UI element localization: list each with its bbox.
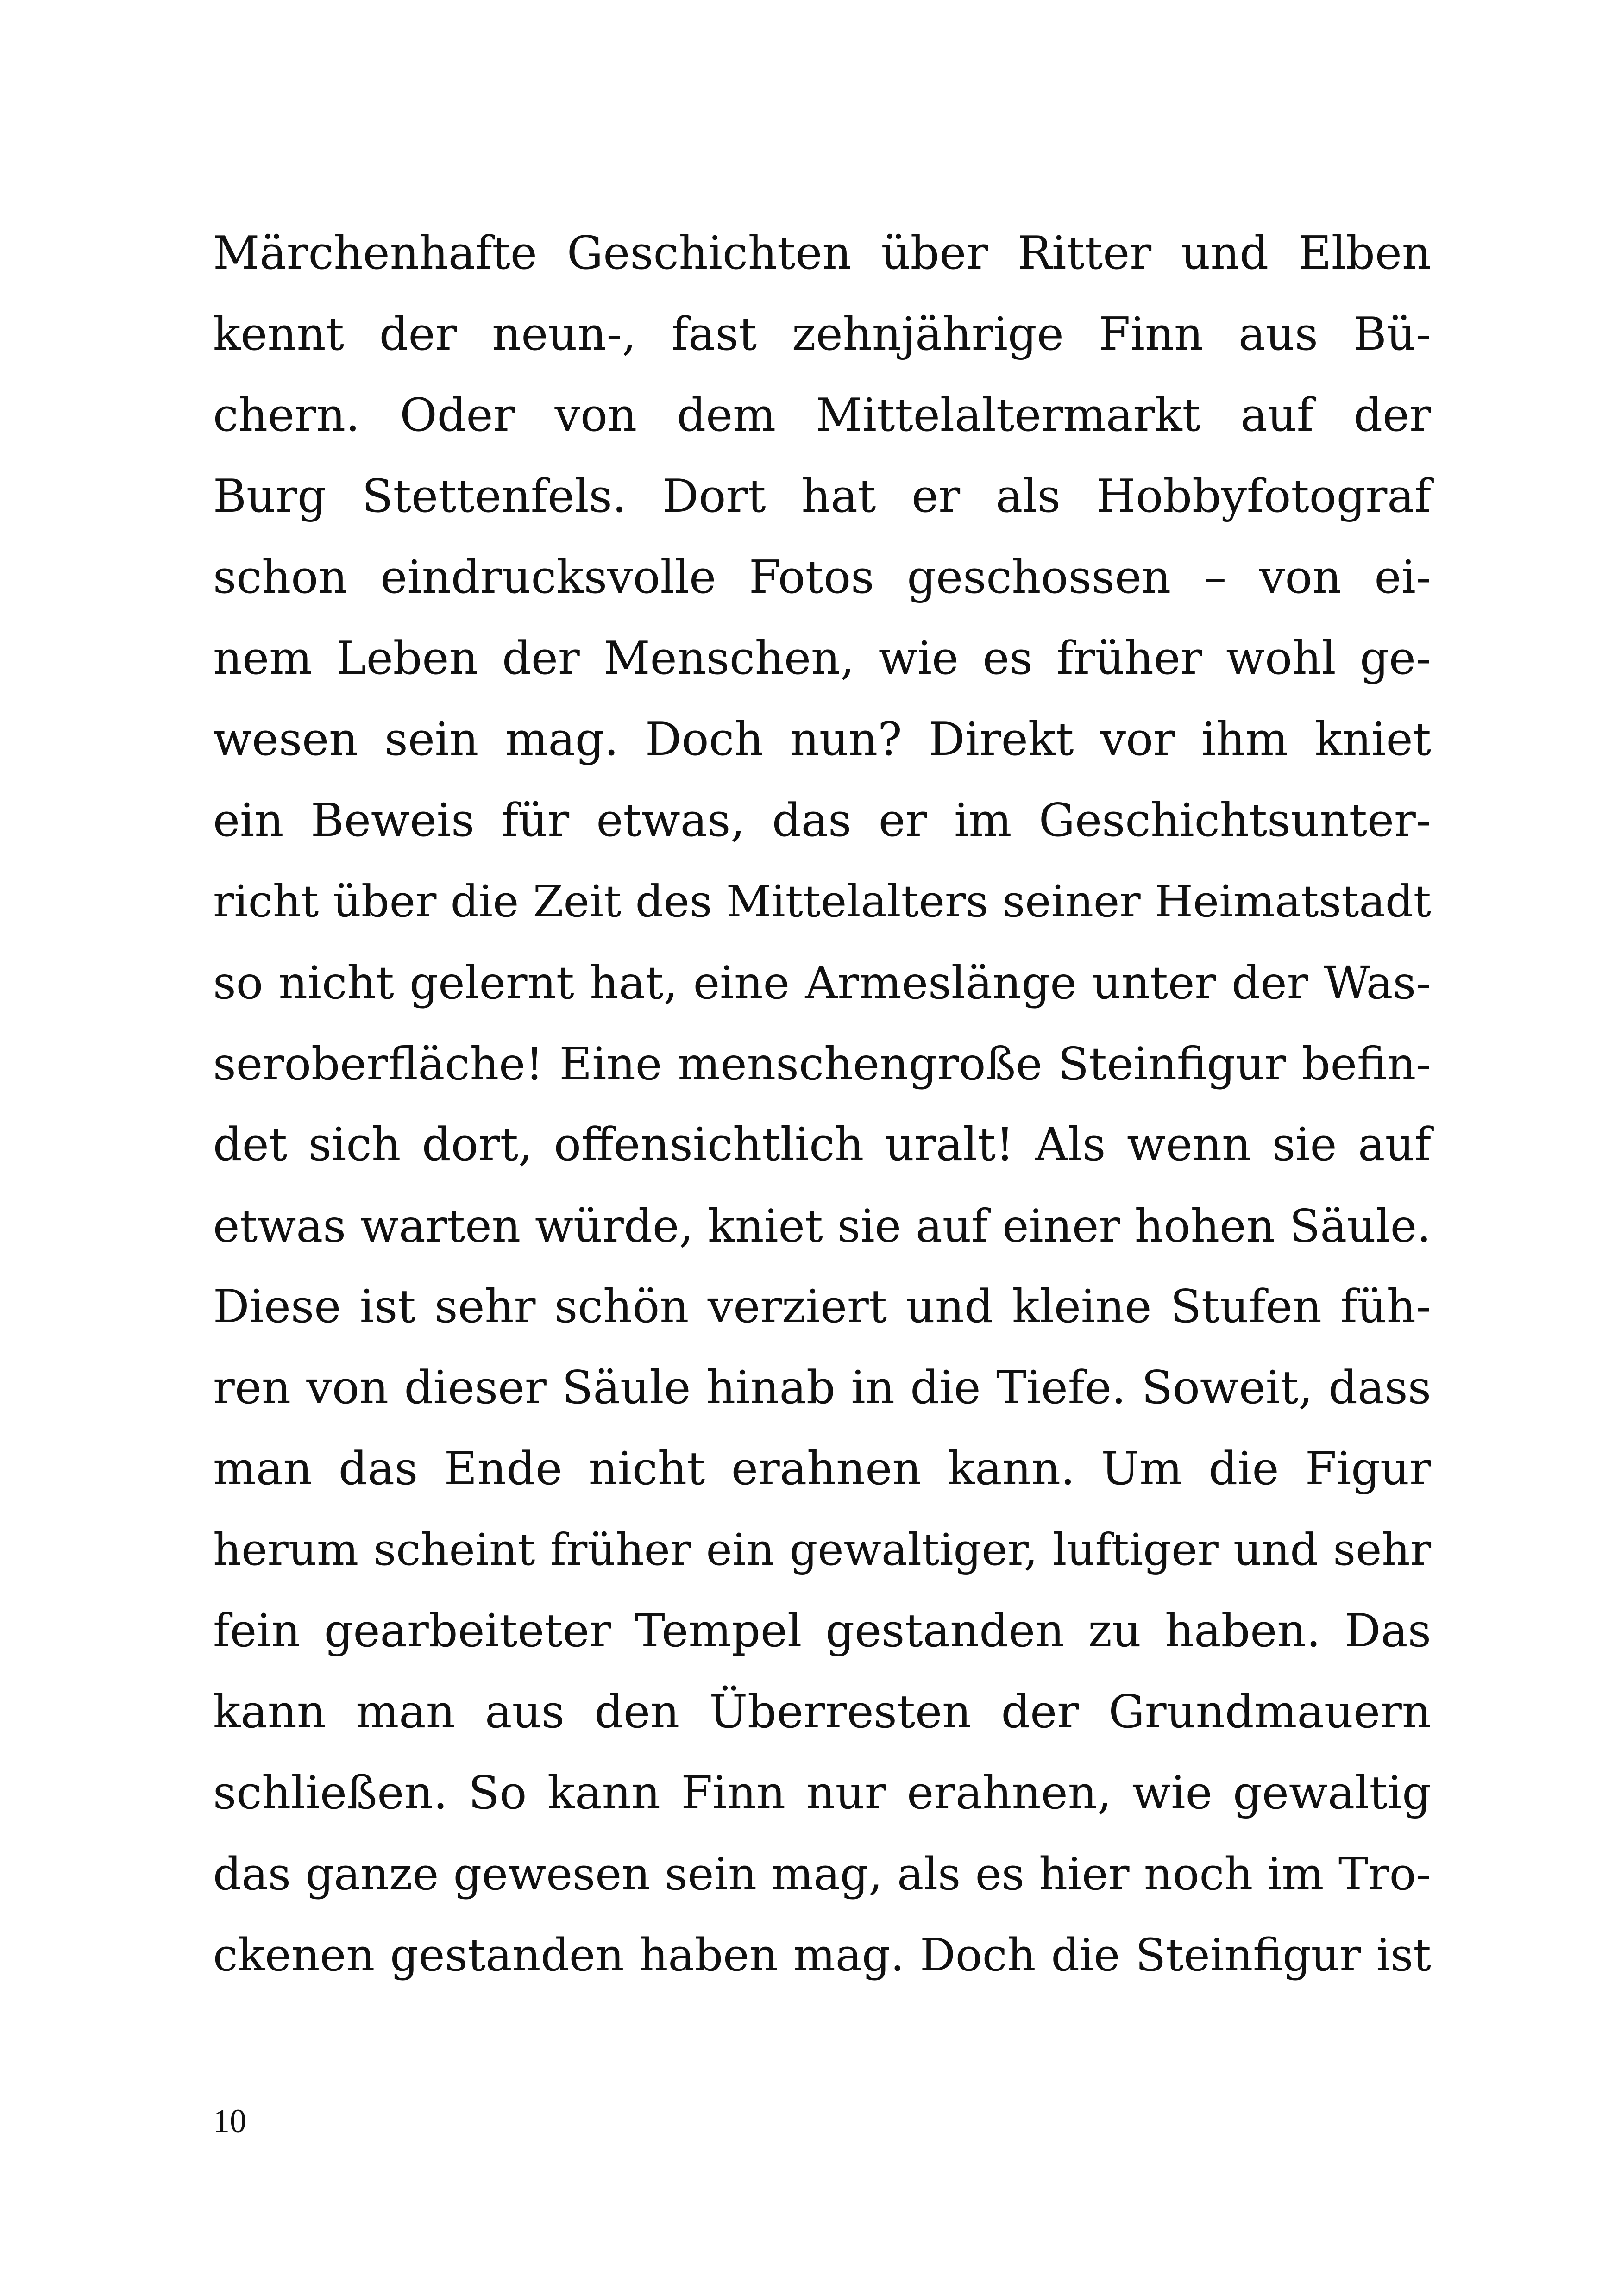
text-line: Burg Stettenfels. Dort hat er als Hobbyfotograf — [213, 470, 1431, 523]
body-text — [213, 213, 1431, 1996]
text-line: Märchenhafte Geschichten über Ritter und Elben — [213, 227, 1431, 280]
text-line: kennt der neun-, fast zehnjährige Finn aus Bü- — [213, 308, 1431, 361]
text-line: chern. Oder von dem Mittelaltermarkt auf der — [213, 389, 1431, 442]
text-line: Diese ist sehr schön verziert und kleine Stufen füh- — [213, 1280, 1431, 1333]
text-line: schon eindrucksvolle Fotos geschossen – von ei- — [213, 551, 1431, 604]
text-line: kann man aus den Überresten der Grundmauern — [213, 1686, 1431, 1738]
text-line: det sich dort, offensichtlich uralt! Als wenn sie auf — [213, 1118, 1431, 1171]
text-line: ren von dieser Säule hinab in die Tiefe. Soweit, dass — [213, 1361, 1431, 1414]
text-line: das ganze gewesen sein mag, als es hier noch im Tro- — [213, 1848, 1431, 1900]
text-line: herum scheint früher ein gewaltiger, luftiger und sehr — [213, 1524, 1431, 1575]
text-line: seroberfläche! Eine menschengroße Steinfigur befin- — [213, 1038, 1431, 1090]
text-line: schließen. So kann Finn nur erahnen, wie gewaltig — [213, 1767, 1431, 1819]
page-number: 10 — [213, 2102, 246, 2139]
text-line: ckenen gestanden haben mag. Doch die Steinfigur ist — [213, 1929, 1431, 1981]
text-line: ein Beweis für etwas, das er im Geschichtsunter- — [213, 794, 1431, 847]
text-line: nem Leben der Menschen, wie es früher wohl ge- — [213, 632, 1431, 685]
text-line: so nicht gelernt hat, eine Armeslänge unter der Was- — [213, 957, 1431, 1009]
text-line: man das Ende nicht erahnen kann. Um die Figur — [213, 1443, 1431, 1495]
text-line: wesen sein mag. Doch nun? Direkt vor ihm kniet — [213, 713, 1431, 766]
text-line: fein gearbeiteter Tempel gestanden zu haben. Das — [213, 1605, 1431, 1657]
text-line: richt über die Zeit des Mittelalters seiner Heimatstadt — [213, 876, 1431, 927]
text-line: etwas warten würde, kniet sie auf einer hohen Säule. — [213, 1200, 1431, 1252]
